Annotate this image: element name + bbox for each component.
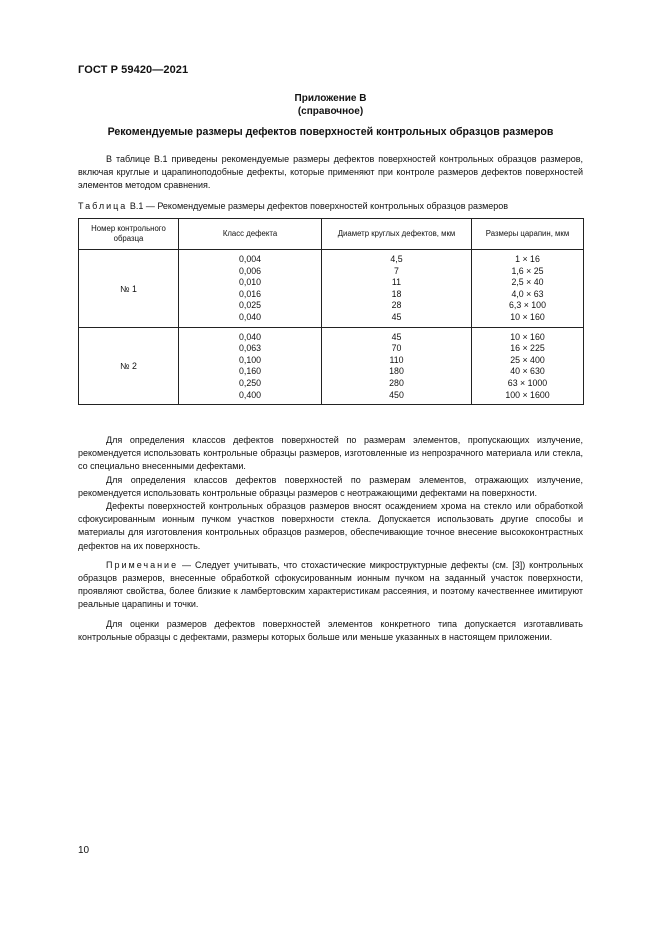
standard-designation: ГОСТ Р 59420—2021 (78, 64, 189, 76)
scratch-size-cell-value: 63 × 1000 (507, 377, 548, 388)
sample-number-cell: № 2 (79, 327, 179, 405)
diameter-cell-value: 280 (389, 377, 404, 388)
diameter-cell-value: 110 (389, 354, 404, 365)
table-caption (78, 201, 508, 211)
defect-class-cell-value: 0,040 (238, 311, 261, 322)
defect-class-cell-value: 0,040 (238, 331, 261, 342)
note-text: — Следует учитывать, что стохастические микроструктурные дефекты (см. [3]) контрольных образцов размеров, внесенные обработкой сфокусированным ионным пучком на заданный участок поверхности, проявляют свойства, более близкие к ламбертовским характеристикам рассеяния, и поэтому качественнее имитируют реальные царапины и точки. (78, 559, 583, 610)
scratch-size-cell-value: 10 × 160 (510, 331, 545, 342)
diameter-cell-value: 7 (394, 265, 399, 276)
diameter-cell-value: 70 (391, 343, 402, 354)
scratch-size-cell-value: 2,5 × 40 (511, 277, 544, 288)
scratch-size-cell-value: 6,3 × 100 (509, 300, 546, 311)
defect-class-cell-value: 0,160 (238, 366, 261, 377)
body-paragraph-1: Для определения классов дефектов поверхностей по размерам элементов, пропускающих излучение, рекомендуется использовать контрольные образцы размеров, изготовленные из непрозрачного материала или стекла, со специально внесенными дефектами. (78, 435, 583, 472)
appendix-title-block (0, 92, 661, 118)
body-text (78, 434, 583, 644)
diameter-cell-value: 45 (391, 311, 402, 322)
table-caption-label: Таблица (78, 201, 128, 211)
scratch-size-cell-value: 10 × 160 (510, 311, 545, 322)
scratch-size-cell-value: 4,0 × 63 (511, 288, 544, 299)
scratch-size-cell (472, 327, 584, 405)
diameter-cell-value: 450 (389, 389, 404, 400)
defect-class-cell-value: 0,250 (238, 377, 261, 388)
page-number: 10 (78, 845, 90, 856)
body-paragraph-2: Для определения классов дефектов поверхностей по размерам элементов, отражающих излучение, рекомендуется использовать контрольные образцы размеров с неотражающими дефектами на поверхности. (78, 474, 583, 498)
intro-paragraph: В таблице В.1 приведены рекомендуемые размеры дефектов поверхностей контрольных образцов размеров, включая круглые и царапиноподобные дефекты, которые применяют при контроле размеров дефектов поверхностей элементов методом сравнения. (78, 154, 583, 191)
table-body (79, 250, 584, 405)
diameter-cell-value: 28 (391, 300, 402, 311)
scratch-size-cell (472, 250, 584, 328)
body-paragraph-4: Для оценки размеров дефектов поверхностей элементов конкретного типа допускается изготавливать контрольные образцы с дефектами, размеры которых больше или меньше указанных в настоящем приложении. (78, 618, 583, 642)
defect-class-cell (179, 327, 322, 405)
header-scratch: Размеры царапин, мкм (472, 219, 584, 250)
diameter-cell-value: 45 (391, 331, 402, 342)
body-paragraph-3: Дефекты поверхностей контрольных образцов размеров вносят осаждением хрома на стекло или обработкой сфокусированным ионным пучком участков поверхности стекла. Допускается использовать другие способы и материалы для изготовления контрольных образцов размеров, обеспечивающие точное внесение высококонтрастных дефектов на их поверхность. (78, 501, 583, 551)
scratch-size-cell-value: 25 × 400 (510, 354, 545, 365)
scratch-size-cell-value: 1 × 16 (515, 254, 540, 264)
defect-class-cell-value: 0,004 (238, 254, 261, 264)
defect-class-cell (179, 250, 322, 328)
scratch-size-cell-value: 100 × 1600 (505, 389, 550, 400)
header-defect-class: Класс дефекта (179, 219, 322, 250)
sample-number-cell: № 1 (79, 250, 179, 328)
diameter-cell (322, 327, 472, 405)
defect-class-cell-value: 0,006 (238, 265, 261, 276)
defect-class-cell-value: 0,063 (238, 343, 261, 354)
header-sample: Номер контрольного образца (79, 219, 179, 250)
table-row (79, 327, 584, 405)
appendix-title: Приложение В (294, 93, 367, 104)
defect-class-cell-value: 0,016 (238, 288, 261, 299)
appendix-type: (справочное) (297, 106, 364, 117)
table-caption-text: В.1 — Рекомендуемые размеры дефектов поверхностей контрольных образцов размеров (129, 201, 509, 211)
defect-class-cell-value: 0,010 (238, 277, 261, 288)
diameter-cell-value: 180 (389, 366, 404, 377)
note-label: Примечание (106, 559, 179, 570)
diameter-cell-value: 18 (391, 288, 402, 299)
defect-class-cell-value: 0,400 (238, 389, 261, 400)
defect-class-cell-value: 0,025 (238, 300, 261, 311)
table-row (79, 250, 584, 328)
diameter-cell-value: 11 (391, 277, 402, 288)
intro-block (78, 153, 583, 193)
diameter-cell (322, 250, 472, 328)
section-heading: Рекомендуемые размеры дефектов поверхностей контрольных образцов размеров (107, 126, 554, 138)
scratch-size-cell-value: 16 × 225 (510, 343, 545, 354)
note-paragraph (78, 559, 583, 612)
header-diameter: Диаметр круглых дефектов, мкм (322, 219, 472, 250)
table-header-row (79, 219, 584, 250)
defect-sizes-table (78, 218, 584, 405)
defect-class-cell-value: 0,100 (238, 354, 261, 365)
scratch-size-cell-value: 40 × 630 (510, 366, 545, 377)
scratch-size-cell-value: 1,6 × 25 (511, 265, 544, 276)
diameter-cell-value: 4,5 (390, 254, 403, 264)
